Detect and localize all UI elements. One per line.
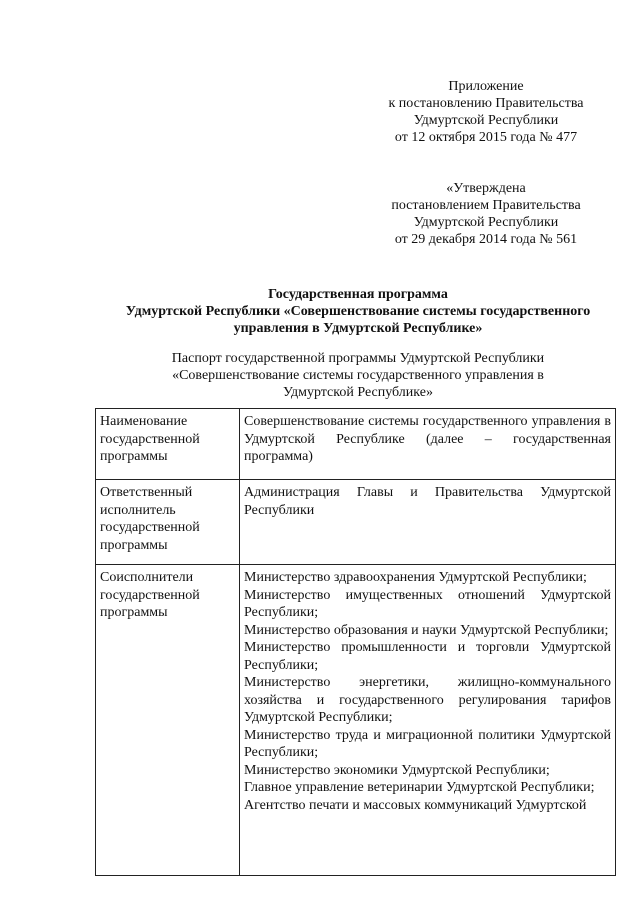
list-item: Министерство имущественных отношений Удмуртской Республики; bbox=[244, 587, 611, 620]
approval-line: от 29 декабря 2014 года № 561 bbox=[394, 232, 578, 247]
list-item: Министерство образования и науки Удмуртской Республики; bbox=[244, 622, 609, 638]
title-line: Удмуртской Республики «Совершенствование системы государственного bbox=[125, 304, 591, 319]
row-value: Совершенствование системы государственного управления в Удмуртской Республике (далее – государственная программа) bbox=[240, 409, 616, 480]
row-label: Наименование государственной программы bbox=[96, 409, 240, 480]
appendix-line: от 12 октября 2015 года № 477 bbox=[394, 130, 578, 145]
list-item: Министерство здравоохранения Удмуртской Республики; bbox=[244, 570, 587, 585]
subtitle-line: «Совершенствование системы государственного управления в bbox=[172, 368, 544, 383]
title-line: управления в Удмуртской Республике» bbox=[233, 321, 483, 336]
appendix-line: к постановлению Правительства bbox=[388, 96, 584, 111]
appendix-line: Удмуртской Республики bbox=[413, 113, 559, 128]
list-item: Главное управление ветеринарии Удмуртской Республики; bbox=[244, 780, 595, 795]
document-title bbox=[90, 286, 626, 337]
list-item: Министерство промышленности и торговли Удмуртской Республики; bbox=[244, 640, 611, 673]
approval-block bbox=[340, 180, 632, 248]
approval-line: постановлением Правительства bbox=[391, 198, 581, 213]
table-row bbox=[96, 409, 616, 480]
appendix-line: Приложение bbox=[448, 79, 524, 94]
list-item: Министерство труда и миграционной политики Удмуртской Республики; bbox=[244, 727, 611, 760]
list-item: Агентство печати и массовых коммуникаций Удмуртской bbox=[244, 797, 587, 813]
approval-line: «Утверждена bbox=[446, 181, 526, 196]
passport-table bbox=[95, 408, 616, 876]
subtitle-line: Удмуртской Республике» bbox=[283, 385, 433, 400]
list-item: Министерство экономики Удмуртской Республики; bbox=[244, 762, 550, 778]
appendix-block bbox=[340, 78, 632, 146]
approval-line: Удмуртской Республики bbox=[413, 215, 559, 230]
row-label: Соисполнители государственной программы bbox=[96, 565, 240, 876]
list-item: Министерство энергетики, жилищно-коммунального хозяйства и государственного регулирования тарифов Удмуртской Республики; bbox=[244, 675, 611, 725]
row-value: Администрация Главы и Правительства Удмуртской Республики bbox=[240, 480, 616, 565]
subtitle-line: Паспорт государственной программы Удмуртской Республики bbox=[171, 351, 545, 366]
passport-heading bbox=[90, 350, 626, 401]
co-executors-list bbox=[240, 565, 616, 876]
title-line: Государственная программа bbox=[268, 287, 448, 302]
row-label: Ответственный исполнитель государственной программы bbox=[96, 480, 240, 565]
table-row bbox=[96, 480, 616, 565]
table-row bbox=[96, 565, 616, 876]
